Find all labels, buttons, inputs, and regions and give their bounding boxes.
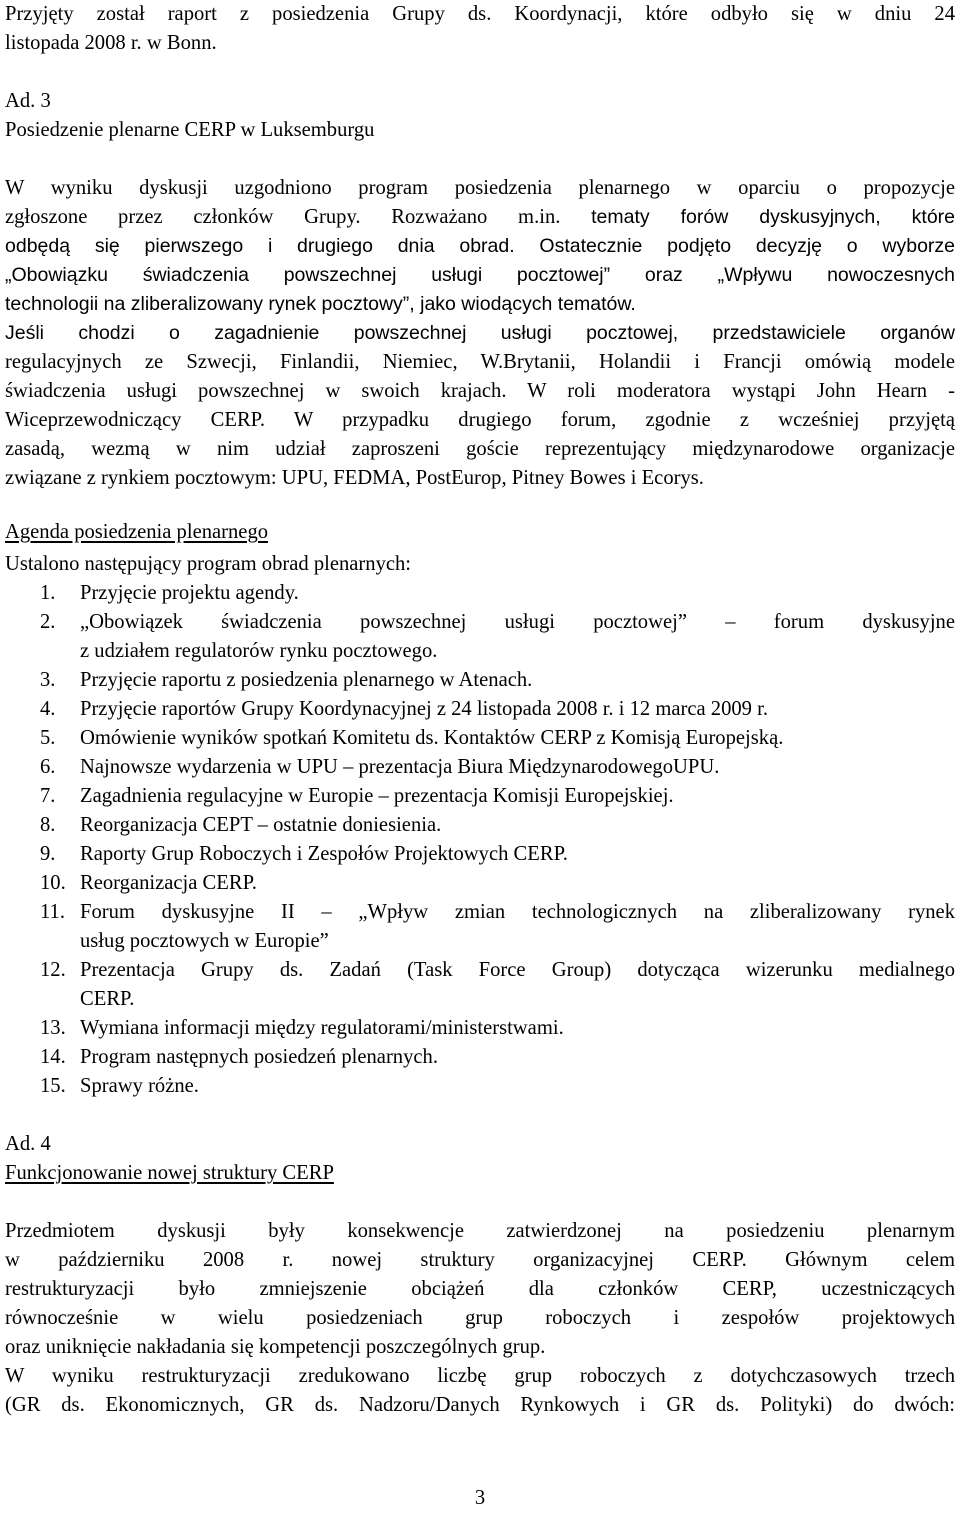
agenda-item-number: 11. bbox=[40, 901, 65, 923]
agenda-item-number: 14. bbox=[40, 1046, 66, 1068]
agenda-item-number: 6. bbox=[40, 756, 56, 778]
section-title: Funkcjonowanie nowej struktury CERP bbox=[5, 1162, 334, 1184]
agenda-item-text: Prezentacja Grupy ds. Zadań (Task Force Group) dotycząca wizerunku medialnego bbox=[80, 959, 955, 981]
agenda-item-text: Omówienie wyników spotkań Komitetu ds. Kontaktów CERP z Komisją Europejską. bbox=[80, 727, 784, 749]
agenda-item-text: CERP. bbox=[80, 988, 135, 1010]
agenda-heading: Agenda posiedzenia plenarnego bbox=[5, 521, 269, 543]
paragraph-line: równocześnie w wielu posiedzeniach grup roboczych i zespołów projektowych bbox=[5, 1307, 955, 1329]
paragraph-line bbox=[5, 203, 955, 232]
agenda-item-text: Forum dyskusyjne II – „Wpływ zmian technologicznych na zliberalizowany rynek bbox=[80, 901, 955, 923]
agenda-item-text: Program następnych posiedzeń plenarnych. bbox=[80, 1046, 438, 1068]
paragraph-fragment: tematy forów dyskusyjnych, które bbox=[591, 206, 955, 228]
paragraph-line: Jeśli chodzi o zagadnienie powszechnej usługi pocztowej, przedstawiciele organów bbox=[5, 322, 955, 344]
agenda-intro: Ustalono następujący program obrad plenarnych: bbox=[5, 553, 412, 575]
agenda-item-text: Przyjęcie raportów Grupy Koordynacyjnej z 24 listopada 2008 r. i 12 marca 2009 r. bbox=[80, 698, 768, 720]
agenda-item-text: Reorganizacja CEPT – ostatnie doniesienia. bbox=[80, 814, 442, 836]
page-number: 3 bbox=[474, 1487, 486, 1509]
agenda-item-number: 2. bbox=[40, 611, 56, 633]
agenda-item-number: 12. bbox=[40, 959, 66, 981]
agenda-item-text: z udziałem regulatorów rynku pocztowego. bbox=[80, 640, 438, 662]
agenda-item-text: „Obowiązek świadczenia powszechnej usługi pocztowej” – forum dyskusyjne bbox=[80, 611, 955, 633]
agenda-item-text: usług pocztowych w Europie” bbox=[80, 930, 329, 952]
paragraph-line: w październiku 2008 r. nowej struktury organizacyjnej CERP. Głównym celem bbox=[5, 1249, 955, 1271]
paragraph-line: świadczenia usługi powszechnej w swoich krajach. W roli moderatora wystąpi John Hearn - bbox=[5, 380, 955, 402]
agenda-item-text: Zagadnienia regulacyjne w Europie – prezentacja Komisji Europejskiej. bbox=[80, 785, 674, 807]
agenda-item-text: Wymiana informacji między regulatorami/ministerstwami. bbox=[80, 1017, 564, 1039]
paragraph-line: W wyniku restrukturyzacji zredukowano liczbę grup roboczych z dotychczasowych trzech bbox=[5, 1365, 955, 1387]
paragraph-fragment: zgłoszone przez członków Grupy. Rozważano m.in. bbox=[5, 206, 592, 228]
paragraph-fragment: odbędą się pierwszego i drugiego dnia obrad. Ostatecznie podjęto decyzję o wyborze bbox=[5, 235, 955, 257]
paragraph-line: Wiceprzewodniczący CERP. W przypadku drugiego forum, zgodnie z wcześniej przyjętą bbox=[5, 409, 955, 431]
paragraph-line: związane z rynkiem pocztowym: UPU, FEDMA, PostEurop, Pitney Bowes i Ecorys. bbox=[5, 467, 704, 489]
agenda-item-number: 4. bbox=[40, 698, 56, 720]
agenda-item-text: Przyjęcie raportu z posiedzenia plenarnego w Atenach. bbox=[80, 669, 533, 691]
section-label: Ad. 3 bbox=[5, 90, 51, 112]
agenda-item-number: 9. bbox=[40, 843, 56, 865]
intro-line: listopada 2008 r. w Bonn. bbox=[5, 32, 217, 54]
paragraph-line: oraz uniknięcie nakładania się kompetencji poszczególnych grup. bbox=[5, 1336, 546, 1358]
paragraph-line: „Obowiązku świadczenia powszechnej usługi pocztowej” oraz „Wpływu nowoczesnych bbox=[5, 264, 955, 286]
intro-line: Przyjęty został raport z posiedzenia Grupy ds. Koordynacji, które odbyło się w dniu 24 bbox=[5, 3, 955, 25]
agenda-item-text: Najnowsze wydarzenia w UPU – prezentacja Biura MiędzynarodowegoUPU. bbox=[80, 756, 720, 778]
section-label: Ad. 4 bbox=[5, 1133, 51, 1155]
agenda-item-number: 3. bbox=[40, 669, 56, 691]
agenda-item-text: Reorganizacja CERP. bbox=[80, 872, 257, 894]
paragraph-line: regulacyjnych ze Szwecji, Finlandii, Niemiec, W.Brytanii, Holandii i Francji omówią modele bbox=[5, 351, 955, 373]
agenda-item-number: 13. bbox=[40, 1017, 66, 1039]
paragraph-line: Przedmiotem dyskusji były konsekwencje zatwierdzonej na posiedzeniu plenarnym bbox=[5, 1220, 955, 1242]
agenda-item-number: 10. bbox=[40, 872, 66, 894]
paragraph-line: zasadą, wezmą w nim udział zaproszeni goście reprezentujący międzynarodowe organizacje bbox=[5, 438, 955, 460]
agenda-item-text: Przyjęcie projektu agendy. bbox=[80, 582, 299, 604]
paragraph-line: technologii na zliberalizowany rynek pocztowy”, jako wiodących tematów. bbox=[5, 293, 636, 315]
agenda-item-number: 15. bbox=[40, 1075, 66, 1097]
paragraph-line: W wyniku dyskusji uzgodniono program posiedzenia plenarnego w oparciu o propozycje bbox=[5, 177, 955, 199]
paragraph-line: (GR ds. Ekonomicznych, GR ds. Nadzoru/Danych Rynkowych i GR ds. Polityki) do dwóch: bbox=[5, 1394, 955, 1416]
agenda-item-number: 7. bbox=[40, 785, 56, 807]
agenda-item-text: Raporty Grup Roboczych i Zespołów Projektowych CERP. bbox=[80, 843, 568, 865]
agenda-item-number: 1. bbox=[40, 582, 56, 604]
agenda-item-number: 5. bbox=[40, 727, 56, 749]
agenda-item-number: 8. bbox=[40, 814, 56, 836]
paragraph-line bbox=[5, 232, 955, 261]
agenda-item-text: Sprawy różne. bbox=[80, 1075, 199, 1097]
section-title: Posiedzenie plenarne CERP w Luksemburgu bbox=[5, 119, 375, 141]
paragraph-line: restrukturyzacji było zmniejszenie obciążeń dla członków CERP, uczestniczących bbox=[5, 1278, 955, 1300]
